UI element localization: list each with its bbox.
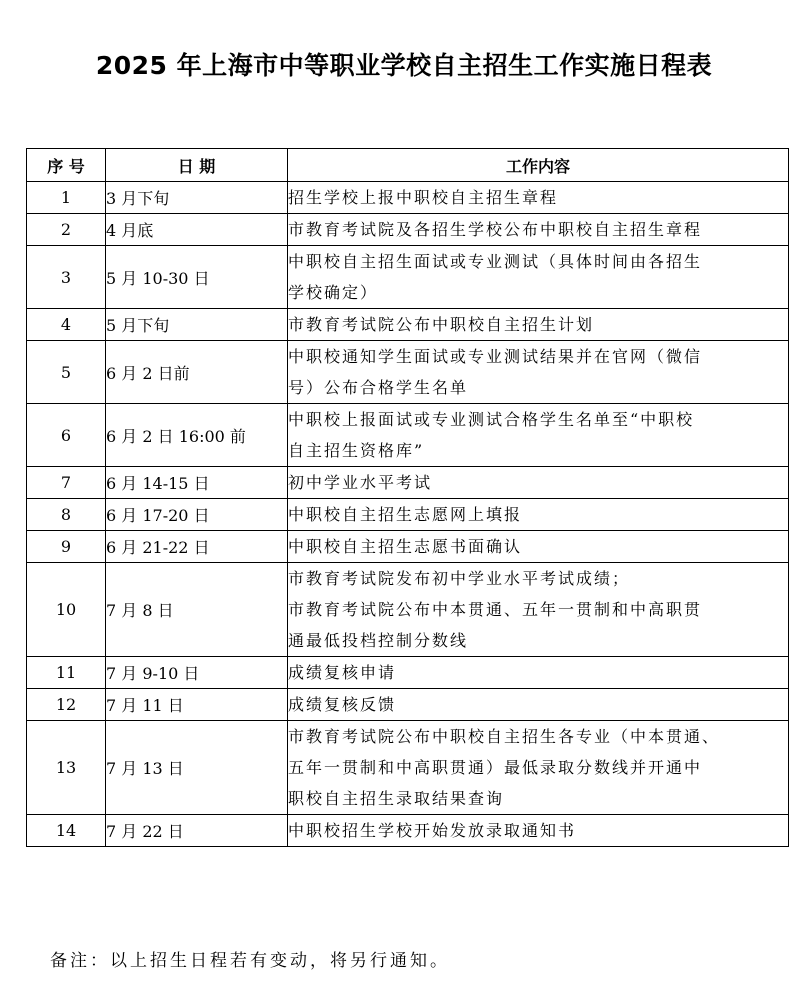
content-line: 号）公布合格学生名单 [288, 378, 469, 397]
table-row [27, 563, 789, 657]
row-number: 1 [27, 182, 106, 214]
page-title: 2025 年上海市中等职业学校自主招生工作实施日程表 [95, 51, 713, 80]
table-row [27, 214, 789, 246]
header-content: 工作内容 [288, 149, 789, 182]
row-date: 6 月 2 日 16:00 前 [106, 404, 288, 467]
table-row [27, 531, 789, 563]
row-date: 7 月 11 日 [106, 689, 288, 721]
row-number: 3 [27, 246, 106, 309]
row-number: 7 [27, 467, 106, 499]
content-line: 初中学业水平考试 [288, 473, 433, 492]
row-date: 7 月 9-10 日 [106, 657, 288, 689]
content-line: 招生学校上报中职校自主招生章程 [288, 188, 559, 207]
content-line: 中职校自主招生面试或专业测试（具体时间由各招生 [288, 252, 703, 271]
row-content [288, 721, 789, 815]
schedule-table [26, 148, 789, 847]
row-content [288, 563, 789, 657]
row-number: 12 [27, 689, 106, 721]
row-date: 3 月下旬 [106, 182, 288, 214]
row-date: 7 月 22 日 [106, 815, 288, 847]
row-content [288, 182, 789, 214]
row-content [288, 657, 789, 689]
row-date: 7 月 13 日 [106, 721, 288, 815]
table-row [27, 467, 789, 499]
content-line: 市教育考试院发布初中学业水平考试成绩； [288, 569, 631, 588]
row-number: 13 [27, 721, 106, 815]
table-row [27, 721, 789, 815]
content-line: 市教育考试院公布中职校自主招生各专业（中本贯通、 [288, 727, 721, 746]
row-content [288, 467, 789, 499]
row-number: 2 [27, 214, 106, 246]
row-content [288, 341, 789, 404]
content-line: 中职校通知学生面试或专业测试结果并在官网（微信 [288, 347, 703, 366]
row-date: 5 月 10-30 日 [106, 246, 288, 309]
table-body [27, 182, 789, 847]
row-number: 6 [27, 404, 106, 467]
row-content [288, 499, 789, 531]
header-no: 序 号 [27, 149, 106, 182]
row-content [288, 531, 789, 563]
table-row [27, 499, 789, 531]
row-number: 14 [27, 815, 106, 847]
table-row [27, 689, 789, 721]
content-line: 自主招生资格库” [288, 441, 425, 460]
content-line: 中职校自主招生志愿网上填报 [288, 505, 523, 524]
row-content [288, 246, 789, 309]
table-row [27, 815, 789, 847]
table-row [27, 182, 789, 214]
row-date: 4 月底 [106, 214, 288, 246]
row-date: 6 月 21-22 日 [106, 531, 288, 563]
row-content [288, 309, 789, 341]
row-number: 8 [27, 499, 106, 531]
row-date: 6 月 14-15 日 [106, 467, 288, 499]
content-line: 学校确定） [288, 283, 379, 302]
header-date: 日 期 [106, 149, 288, 182]
table-row [27, 657, 789, 689]
row-number: 9 [27, 531, 106, 563]
content-line: 市教育考试院公布中本贯通、五年一贯制和中高职贯 [288, 600, 703, 619]
row-content [288, 214, 789, 246]
row-date: 6 月 2 日前 [106, 341, 288, 404]
row-number: 11 [27, 657, 106, 689]
content-line: 五年一贯制和中高职贯通）最低录取分数线并开通中 [288, 758, 703, 777]
content-line: 市教育考试院公布中职校自主招生计划 [288, 315, 595, 334]
row-content [288, 404, 789, 467]
table-row [27, 404, 789, 467]
table-header-row [27, 149, 789, 182]
content-line: 市教育考试院及各招生学校公布中职校自主招生章程 [288, 220, 703, 239]
table-row [27, 246, 789, 309]
footnote: 备注：以上招生日程若有变动，将另行通知。 [50, 951, 450, 971]
row-number: 10 [27, 563, 106, 657]
row-number: 4 [27, 309, 106, 341]
row-date: 6 月 17-20 日 [106, 499, 288, 531]
table-row [27, 309, 789, 341]
row-date: 5 月下旬 [106, 309, 288, 341]
table-row [27, 341, 789, 404]
row-content [288, 815, 789, 847]
content-line: 职校自主招生录取结果查询 [288, 789, 505, 808]
content-line: 中职校自主招生志愿书面确认 [288, 537, 523, 556]
content-line: 成绩复核反馈 [288, 695, 397, 714]
content-line: 成绩复核申请 [288, 663, 397, 682]
content-line: 中职校上报面试或专业测试合格学生名单至“中职校 [288, 410, 695, 429]
row-date: 7 月 8 日 [106, 563, 288, 657]
row-content [288, 689, 789, 721]
content-line: 中职校招生学校开始发放录取通知书 [288, 821, 577, 840]
row-number: 5 [27, 341, 106, 404]
content-line: 通最低投档控制分数线 [288, 631, 469, 650]
